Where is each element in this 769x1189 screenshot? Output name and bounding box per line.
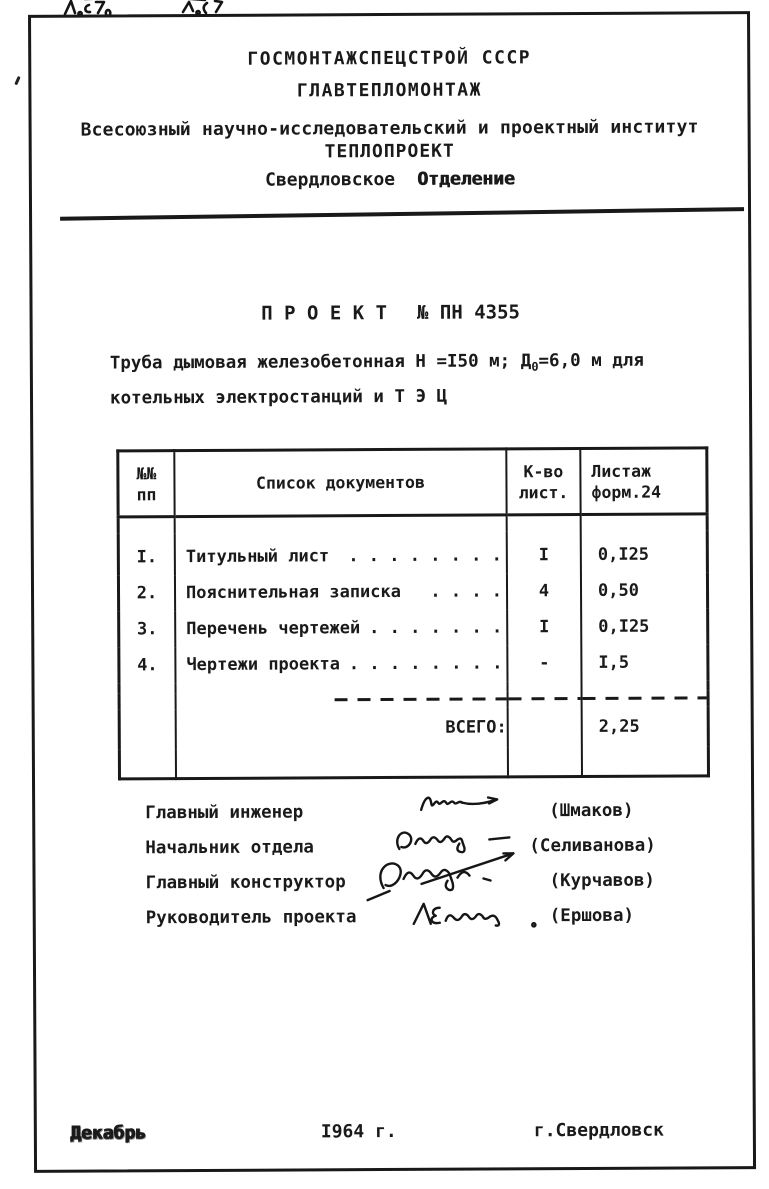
header-divider-rule <box>60 207 744 220</box>
signature-name: (Шмаков) <box>549 800 634 822</box>
project-heading-word: П Р О Е К Т <box>261 302 388 325</box>
table-row <box>118 530 707 575</box>
table-header-row <box>118 448 707 517</box>
spacer-row <box>119 746 708 779</box>
signature-row <box>146 905 756 943</box>
row-num: 2. <box>118 575 175 611</box>
table-row <box>119 644 708 683</box>
footer-year: I964 г. <box>320 1120 397 1143</box>
page-border-frame <box>28 11 756 1173</box>
row-title: Перечень чертежей . . . . . . . <box>175 609 507 647</box>
dashed-line <box>509 697 581 700</box>
row-listazh: 0,I25 <box>597 544 650 565</box>
signature-name: (Селиванова) <box>529 835 656 857</box>
signature-name: (Ершова) <box>549 905 635 927</box>
total-row <box>119 706 708 749</box>
scan-stray-mark <box>14 76 20 85</box>
row-sheets: - <box>507 645 581 681</box>
footer-city: г.Свердловск <box>533 1119 664 1142</box>
org-name-line2: ГЛАВТЕПЛОМОНТАЖ <box>296 79 482 102</box>
project-description-line1 <box>110 351 644 376</box>
footer-month: Декабрь <box>69 1122 146 1144</box>
description-pre: Труба дымовая железобетонная Н =I50 м; Д <box>109 351 532 374</box>
org-name-line1: ГОСМОНТАЖСПЕЦСТРОЙ СССР <box>247 47 532 70</box>
row-num: 3. <box>119 611 176 647</box>
documents-table <box>116 446 710 780</box>
institute-line: Всесоюзный научно-исследовательский и проектный институт <box>80 116 699 141</box>
dot-leader: . . . . . . . . <box>348 544 502 566</box>
row-listazh: 0,50 <box>597 580 640 601</box>
signature-role: Главный конструктор <box>145 872 346 894</box>
signature-role: Начальник отдела <box>145 837 314 859</box>
signature-scribble <box>417 789 527 820</box>
header-sheets-col: К-во лист. <box>506 449 580 515</box>
row-listazh: 0,I25 <box>598 616 650 637</box>
row-num: I. <box>118 533 175 575</box>
row-num: 4. <box>119 647 176 683</box>
row-title: Титульный лист . . . . . . . . <box>175 531 507 575</box>
dot-leader: . . . . <box>430 580 503 602</box>
row-sheets: I <box>507 531 581 573</box>
signature-role: Главный инженер <box>145 802 304 824</box>
total-label: ВСЕГО: <box>176 707 508 749</box>
table-row <box>119 608 708 647</box>
row-sheets: 4 <box>507 573 581 609</box>
dashed-line <box>335 697 507 701</box>
branch-word: Отделение <box>417 168 515 190</box>
dot-leader: . . . . . . . . <box>348 652 503 674</box>
header-num-col: №№ пп <box>118 451 175 517</box>
branch-city: Свердловское <box>265 168 396 191</box>
total-value: 2,25 <box>598 716 640 737</box>
description-post: =6,0 м для <box>538 350 644 372</box>
signature-role: Руководитель проекта <box>145 907 357 929</box>
table-row <box>118 572 707 611</box>
institute-name: ТЕПЛОПРОЕКТ <box>324 140 455 163</box>
project-heading <box>33 300 749 326</box>
dashed-line <box>583 696 707 700</box>
branch-line <box>32 167 748 192</box>
row-sheets: I <box>507 609 581 645</box>
header-doclist-col: Список документов <box>174 449 506 517</box>
signature-scribble <box>406 896 546 933</box>
dot-leader: . . . . . . . <box>369 616 503 638</box>
row-title: Пояснительная записка . . . . <box>175 573 507 611</box>
row-title: Чертежи проекта . . . . . . . . <box>175 645 507 683</box>
row-listazh: I,5 <box>598 652 630 673</box>
project-number: № ПН 4355 <box>416 301 521 324</box>
signature-name: (Курчавов) <box>549 870 655 892</box>
description-subscript: 0 <box>531 359 539 374</box>
header-listazh-col: Листаж форм.24 <box>580 448 707 515</box>
project-description-line2: котельных электростанций и Т Э Ц <box>109 386 448 409</box>
